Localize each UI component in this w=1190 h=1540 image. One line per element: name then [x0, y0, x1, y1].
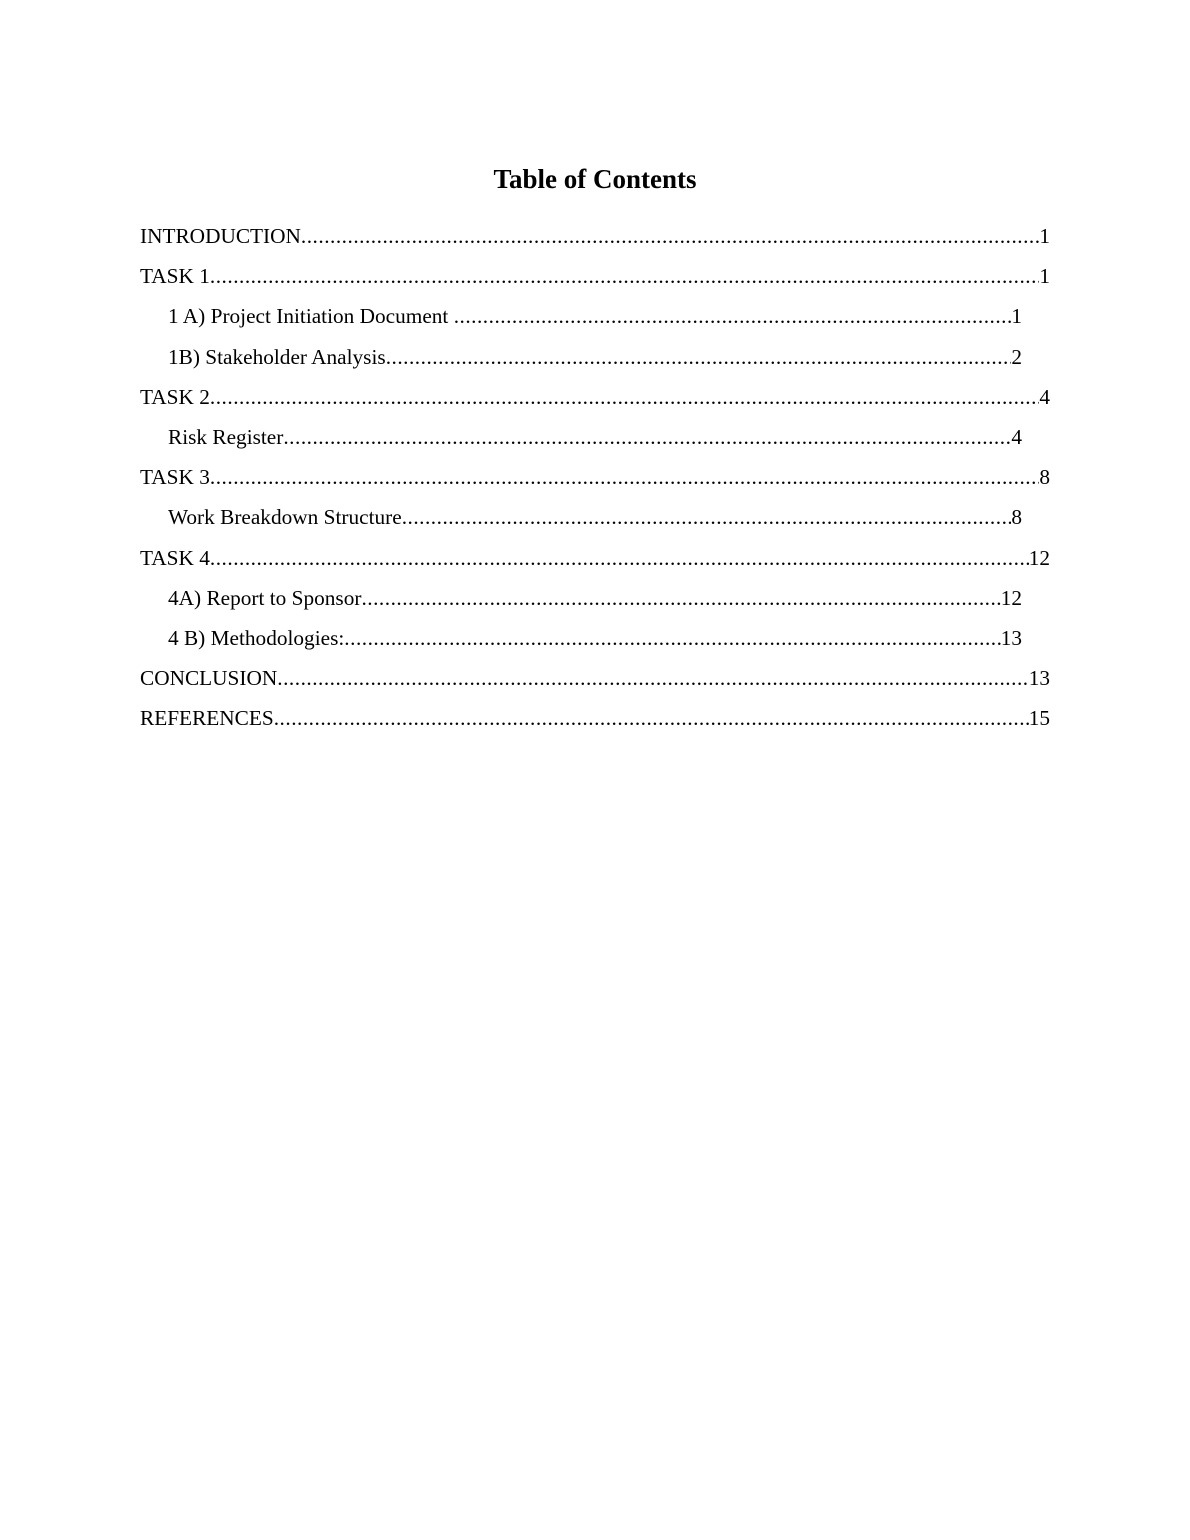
toc-entry-label: TASK 4	[140, 545, 210, 570]
toc-leader-dots	[277, 658, 1028, 698]
toc-page-number: 1	[1039, 264, 1050, 289]
toc-entry-label: Work Breakdown Structure	[168, 505, 402, 530]
toc-page-number: 15	[1028, 706, 1050, 731]
toc-page-number: 12	[1000, 585, 1022, 610]
toc-leader-dots	[274, 698, 1029, 738]
toc-leader-dots	[454, 296, 1012, 336]
toc-leader-dots	[386, 337, 1012, 377]
toc-page-number: 8	[1039, 465, 1050, 490]
toc-entry-stakeholder-analysis[interactable]	[168, 337, 1022, 377]
toc-entry-methodologies[interactable]	[168, 618, 1022, 658]
toc-entry-label: TASK 3	[140, 465, 210, 490]
toc-leader-dots	[344, 618, 1000, 658]
toc-entry-task-2[interactable]	[140, 377, 1050, 417]
toc-leader-dots	[402, 497, 1012, 537]
toc-entry-label: 1B) Stakeholder Analysis	[168, 344, 386, 369]
toc-page-number: 13	[1000, 625, 1022, 650]
toc-leader-dots	[210, 538, 1029, 578]
toc-entry-label: CONCLUSION	[140, 666, 278, 691]
toc-entry-label: INTRODUCTION	[140, 224, 301, 248]
toc-entry-label: 4 B) Methodologies:	[168, 625, 345, 650]
toc-page-number: 4	[1039, 384, 1050, 409]
toc-title: Table of Contents	[493, 164, 697, 194]
toc-entry-report-to-sponsor[interactable]	[168, 578, 1022, 618]
toc-entry-label: TASK 2	[140, 384, 210, 409]
toc-entry-project-initiation-document[interactable]	[168, 296, 1022, 336]
toc-leader-dots	[283, 417, 1011, 457]
toc-leader-dots	[210, 377, 1039, 417]
toc-entry-task-1[interactable]	[140, 256, 1050, 296]
toc-entry-task-4[interactable]	[140, 538, 1050, 578]
toc-page-number: 1	[1011, 304, 1022, 329]
toc-page-number: 13	[1028, 666, 1050, 691]
toc-entry-label: 1 A) Project Initiation Document	[168, 304, 454, 329]
toc-entry-label: REFERENCES	[140, 706, 274, 731]
toc-page-number: 4	[1011, 424, 1022, 449]
toc-page-number: 12	[1028, 545, 1050, 570]
toc-leader-dots	[210, 256, 1039, 296]
toc-list	[140, 216, 1050, 738]
toc-entry-label: TASK 1	[140, 264, 210, 289]
toc-entry-conclusion[interactable]	[140, 658, 1050, 698]
toc-page-number: 8	[1011, 505, 1022, 530]
toc-entry-introduction[interactable]	[140, 216, 1050, 256]
toc-entry-risk-register[interactable]	[168, 417, 1022, 457]
toc-entry-work-breakdown-structure[interactable]	[168, 497, 1022, 537]
toc-entry-task-3[interactable]	[140, 457, 1050, 497]
toc-page-number: 1	[1039, 224, 1050, 248]
toc-entry-label: Risk Register	[168, 424, 284, 449]
toc-leader-dots	[361, 578, 1000, 618]
toc-entry-label: 4A) Report to Sponsor	[168, 585, 362, 610]
toc-leader-dots	[210, 457, 1039, 497]
toc-page-number: 2	[1011, 344, 1022, 369]
toc-leader-dots	[301, 216, 1039, 256]
toc-entry-references[interactable]	[140, 698, 1050, 738]
